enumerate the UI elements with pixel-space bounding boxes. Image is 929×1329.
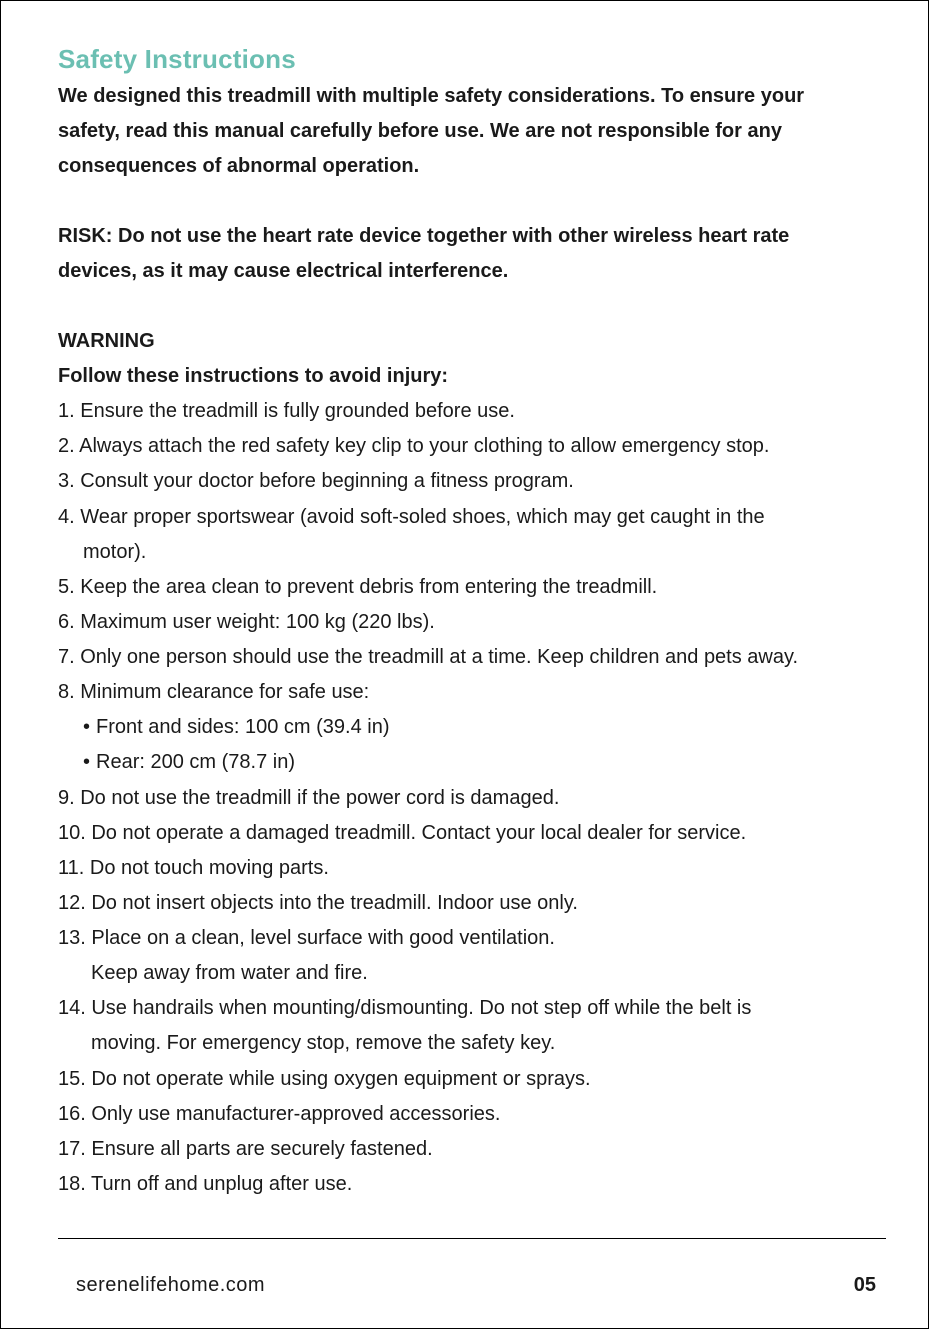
- list-item-continuation: motor).: [83, 541, 147, 563]
- page-number: 05: [853, 1274, 876, 1296]
- page-title: Safety Instructions: [58, 44, 296, 74]
- warning-heading: WARNING: [58, 330, 155, 352]
- list-item: 11. Do not touch moving parts.: [58, 857, 329, 879]
- list-item: 10. Do not operate a damaged treadmill. Contact your local dealer for service.: [58, 822, 747, 844]
- list-item: 13. Place on a clean, level surface with good ventilation.: [58, 927, 555, 949]
- list-item: 5. Keep the area clean to prevent debris from entering the treadmill.: [58, 576, 658, 598]
- bullet-item-text: Front and sides: 100 cm (39.4 in): [96, 716, 390, 738]
- footer-divider: [58, 1238, 886, 1239]
- list-item: 3. Consult your doctor before beginning a fitness program.: [58, 470, 574, 492]
- footer-website: serenelifehome.com: [76, 1274, 266, 1296]
- list-item: 7. Only one person should use the treadmill at a time. Keep children and pets away.: [58, 646, 799, 668]
- intro-line-1: We designed this treadmill with multiple safety considerations. To ensure your: [58, 85, 805, 107]
- list-item: 18. Turn off and unplug after use.: [58, 1173, 353, 1195]
- risk-line-1: RISK: Do not use the heart rate device together with other wireless heart rate: [58, 225, 790, 247]
- list-item: 1. Ensure the treadmill is fully grounded before use.: [58, 400, 515, 422]
- list-item: 8. Minimum clearance for safe use:: [58, 681, 370, 703]
- bullet-icon: •: [83, 751, 91, 773]
- list-item: 16. Only use manufacturer-approved accessories.: [58, 1103, 501, 1125]
- risk-line-2: devices, as it may cause electrical interference.: [58, 260, 509, 282]
- warning-subheading: Follow these instructions to avoid injury:: [58, 365, 449, 387]
- list-item: 4. Wear proper sportswear (avoid soft-soled shoes, which may get caught in the: [58, 506, 765, 528]
- list-item-continuation: moving. For emergency stop, remove the safety key.: [91, 1032, 556, 1054]
- bullet-item: [83, 749, 295, 775]
- bullet-item: [83, 714, 390, 740]
- intro-line-2: safety, read this manual carefully before use. We are not responsible for any: [58, 120, 782, 142]
- list-item: 14. Use handrails when mounting/dismounting. Do not step off while the belt is: [58, 997, 752, 1019]
- list-item: 9. Do not use the treadmill if the power cord is damaged.: [58, 787, 560, 809]
- list-item: 2. Always attach the red safety key clip to your clothing to allow emergency stop.: [58, 435, 770, 457]
- list-item: 15. Do not operate while using oxygen equipment or sprays.: [58, 1068, 591, 1090]
- intro-line-3: consequences of abnormal operation.: [58, 155, 420, 177]
- bullet-icon: •: [83, 716, 91, 738]
- list-item: 17. Ensure all parts are securely fastened.: [58, 1138, 433, 1160]
- list-item: 6. Maximum user weight: 100 kg (220 lbs).: [58, 611, 435, 633]
- list-item-continuation: Keep away from water and fire.: [91, 962, 368, 984]
- bullet-item-text: Rear: 200 cm (78.7 in): [96, 751, 295, 773]
- list-item: 12. Do not insert objects into the treadmill. Indoor use only.: [58, 892, 578, 914]
